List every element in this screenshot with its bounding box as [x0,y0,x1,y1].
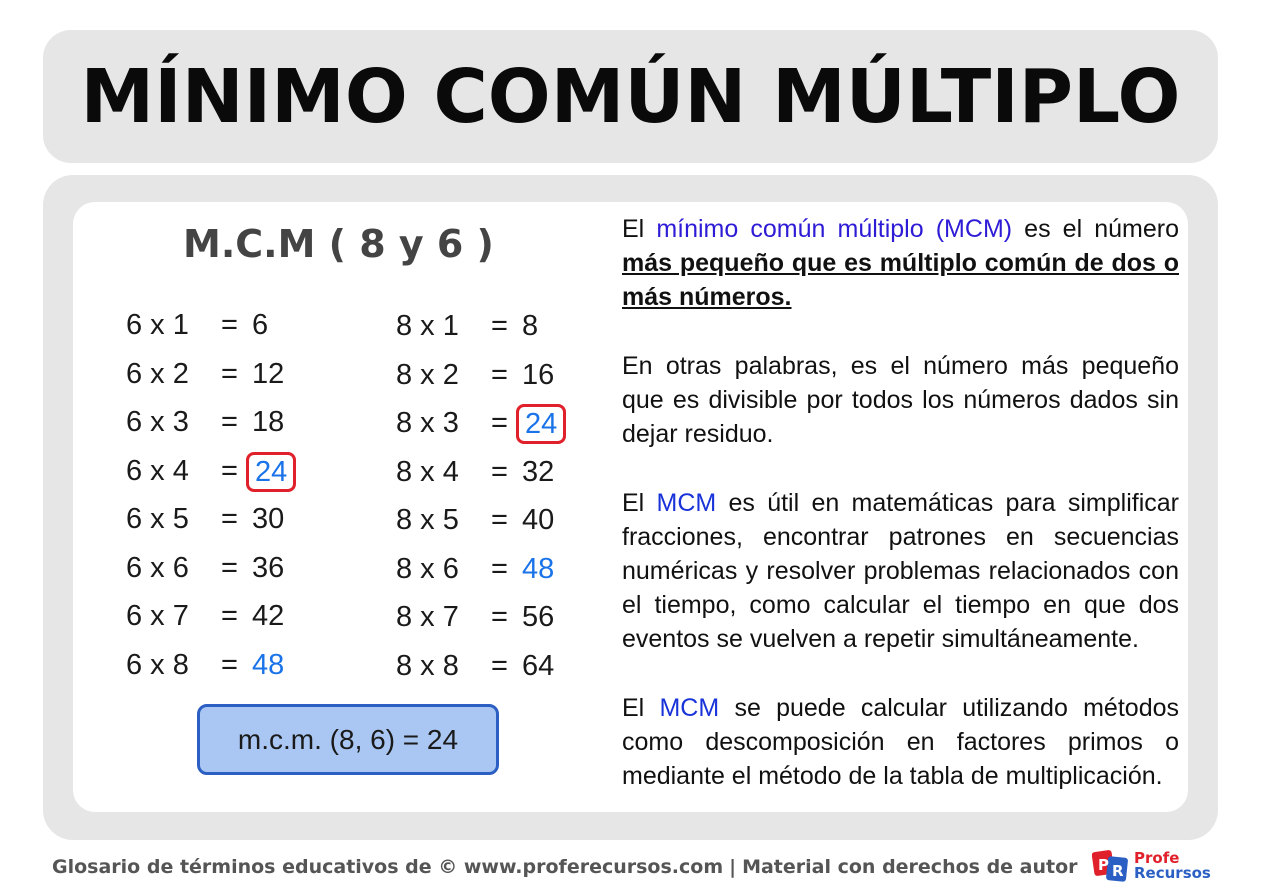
product-value: 48 [252,648,285,681]
equals-sign: = [221,454,238,487]
equals-sign: = [491,552,508,585]
p4-intro: El [622,694,660,722]
equals-sign: = [491,310,508,342]
multiplication-expression: 6 x 8 [126,648,189,681]
product-value: 6 [252,309,269,341]
definition-emphasis: más pequeño que es múltiplo común de dos o más números. [622,249,1179,311]
logo-icon [1092,849,1130,883]
multiplication-expression: 8 x 3 [396,407,459,439]
product-value: 12 [252,357,285,390]
footer [52,850,1078,884]
equals-sign: = [221,503,238,535]
product-value: 18 [252,406,285,438]
p1-intro: El [622,215,657,243]
product-value: 36 [252,551,285,584]
multiplication-expression: 6 x 3 [126,406,189,438]
footer-separator: | [729,856,737,878]
multiplication-expression: 6 x 6 [126,551,189,584]
common-multiple-highlight: 24 [516,404,566,444]
brand-logo [1092,848,1211,884]
result-text: m.c.m. (8, 6) = 24 [237,723,459,755]
equals-sign: = [491,601,508,633]
result-box [197,704,499,775]
page-title: MÍNIMO COMÚN MÚLTIPLO [80,53,1181,140]
equals-sign: = [491,358,508,391]
equals-sign: = [221,357,238,390]
equals-sign: = [221,406,238,438]
multiplication-expression: 8 x 5 [396,504,459,536]
equals-sign: = [491,455,508,488]
product-value: 64 [522,649,555,682]
product-value: 48 [522,552,555,585]
product-value: 40 [522,504,555,536]
multiplication-expression: 6 x 2 [126,357,189,390]
footer-credit: Glosario de términos educativos de © www.proferecursos.com [52,856,724,878]
p3-intro: El [622,489,657,517]
multiplication-expression: 8 x 8 [396,649,459,682]
equals-sign: = [491,649,508,682]
multiplication-expression: 8 x 7 [396,601,459,633]
footer-copyright: Material con derechos de autor [742,856,1078,878]
equals-sign: = [221,648,238,681]
product-value: 32 [522,455,555,488]
multiplication-expression: 6 x 1 [126,309,189,341]
logo-mark-p: P [1098,856,1109,874]
equals-sign: = [221,309,238,341]
usage-paragraph [622,486,1179,656]
multiplication-expression: 8 x 2 [396,358,459,391]
logo-line2: Recursos [1134,864,1211,882]
title-banner [43,30,1218,163]
definition-paragraph [622,212,1179,314]
logo-wordmark [1134,851,1211,881]
equals-sign: = [221,600,238,632]
logo-line1: Profe [1134,849,1180,867]
mcm-highlight: MCM [656,489,717,517]
multiplication-expression: 8 x 4 [396,455,459,488]
multiplication-expression: 8 x 1 [396,310,459,342]
multiplication-expression: 8 x 6 [396,552,459,585]
multiplication-expression: 6 x 7 [126,600,189,632]
mcm-highlight: MCM [659,694,720,722]
method-paragraph [622,691,1179,793]
p3-text: es útil en matemáticas para simplificar fracciones, encontrar patrones en secuencias numéricas y resolver problemas relacionados con el tiempo, como calcular el tiempo en que dos eventos se vuelven a repetir simultáneamente. [622,489,1179,653]
product-value: 8 [522,310,539,342]
term-highlight: mínimo común múltiplo (MCM) [656,215,1013,243]
equals-sign: = [221,551,238,584]
mcm-heading: M.C.M ( 8 y 6 ) [183,222,494,266]
multiplication-expression: 6 x 4 [126,454,189,487]
logo-mark-r: R [1112,862,1124,880]
p1-mid: es el número [1012,215,1179,243]
common-multiple-highlight: 24 [246,452,296,492]
product-value: 42 [252,600,285,632]
p4-text: se puede calcular utilizando métodos como descomposición en factores primos o mediante el método de la tabla de multiplicación. [622,694,1179,790]
product-value: 56 [522,601,555,633]
explanation-paragraph [622,349,1179,451]
equals-sign: = [491,407,508,439]
multiplication-expression: 6 x 5 [126,503,189,535]
product-value: 16 [522,358,555,391]
equals-sign: = [491,504,508,536]
product-value: 30 [252,503,285,535]
p2-text: En otras palabras, es el número más pequeño que es divisible por todos los números dados sin dejar residuo. [622,352,1179,448]
